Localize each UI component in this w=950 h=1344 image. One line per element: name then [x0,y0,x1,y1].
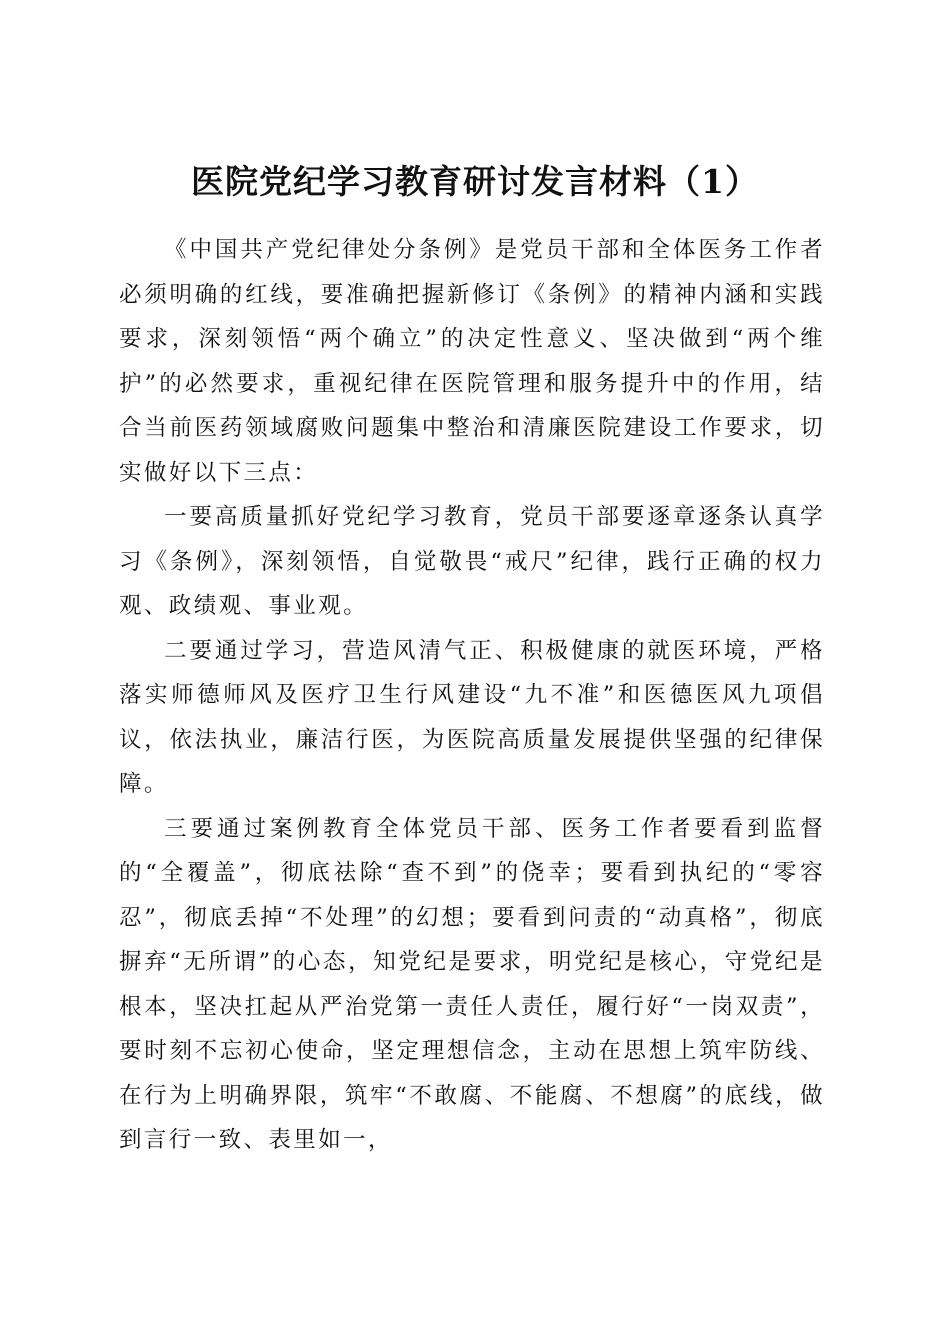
page-title: 医院党纪学习教育研讨发言材料（1） [191,162,759,202]
paragraph-point-2: 二要通过学习，营造风清气正、积极健康的就医环境，严格落实师德师风及医疗卫生行风建设“九不准”和医德医风九项倡议，依法执业，廉洁行医，为医院高质量发展提供坚强的纪律保障。 [119,637,825,797]
document-body [119,228,825,1163]
paragraph-point-1: 一要高质量抓好党纪学习教育，党员干部要逐章逐条认真学习《条例》，深刻领悟，自觉敬畏“戒尺”纪律，践行正确的权力观、政绩观、事业观。 [119,504,825,619]
paragraph-point-3: 三要通过案例教育全体党员干部、医务工作者要看到监督的“全覆盖”，彻底祛除“查不到”的侥幸；要看到执纪的“零容忍”，彻底丢掉“不处理”的幻想；要看到问责的“动真格”，彻底摒弃“无所谓”的心态，知党纪是要求，明党纪是核心，守党纪是根本，坚决扛起从严治党第一责任人责任，履行好“一岗双责”，要时刻不忘初心使命，坚定理想信念，主动在思想上筑牢防线、在行为上明确界限，筑牢“不敢腐、不能腐、不想腐”的底线，做到言行一致、表里如一， [119,815,825,1153]
paragraph-intro: 《中国共产党纪律处分条例》是党员干部和全体医务工作者必须明确的红线，要准确把握新修订《条例》的精神内涵和实践要求，深刻领悟“两个确立”的决定性意义、坚决做到“两个维护”的必然要求，重视纪律在医院管理和服务提升中的作用，结合当前医药领域腐败问题集中整治和清廉医院建设工作要求，切实做好以下三点： [119,237,825,486]
